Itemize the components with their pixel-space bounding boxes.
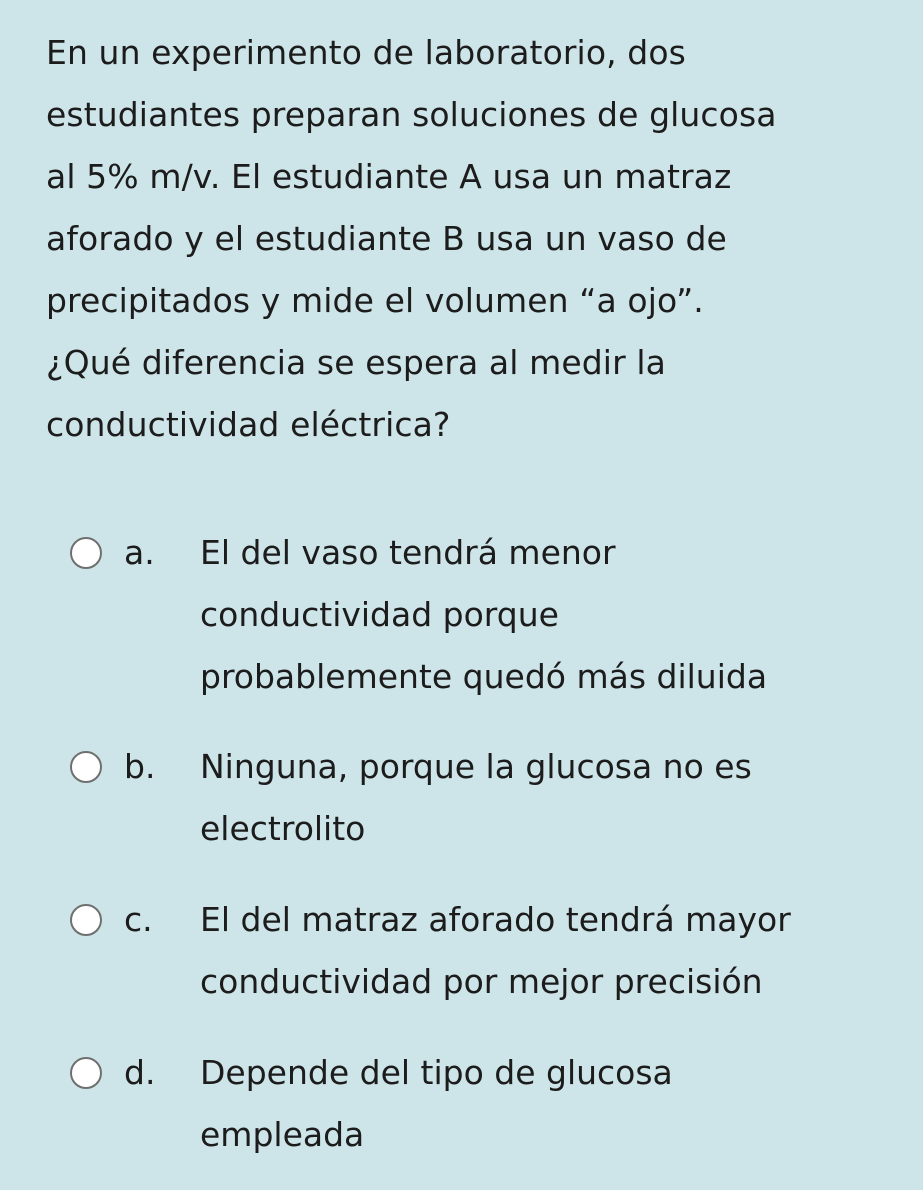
option-text-a: El del vaso tendrá menor conductividad porque probablemente quedó más diluida (200, 533, 768, 696)
option-text-b: Ninguna, porque la glucosa no es electrolito (200, 747, 752, 848)
radio-button-b[interactable] (70, 751, 102, 783)
option-text-d: Depende del tipo de glucosa empleada (200, 1053, 673, 1154)
option-letter-a: a. (124, 533, 155, 572)
option-letter-d: d. (124, 1053, 156, 1092)
question-text: En un experimento de laboratorio, dos estudiantes preparan soluciones de glucosa al 5% m/v. El estudiante A usa un matraz aforado y el estudiante B usa un vaso de precipitados y mide el volumen “a ojo”. ¿Qué diferencia se espera al medir la conductividad eléctrica? (46, 33, 777, 444)
option-text-c: El del matraz aforado tendrá mayor conductividad por mejor precisión (200, 900, 791, 1001)
option-letter-b: b. (124, 747, 156, 786)
radio-button-d[interactable] (70, 1057, 102, 1089)
option-letter-c: c. (124, 900, 153, 939)
radio-button-a[interactable] (70, 537, 102, 569)
radio-button-c[interactable] (70, 904, 102, 936)
